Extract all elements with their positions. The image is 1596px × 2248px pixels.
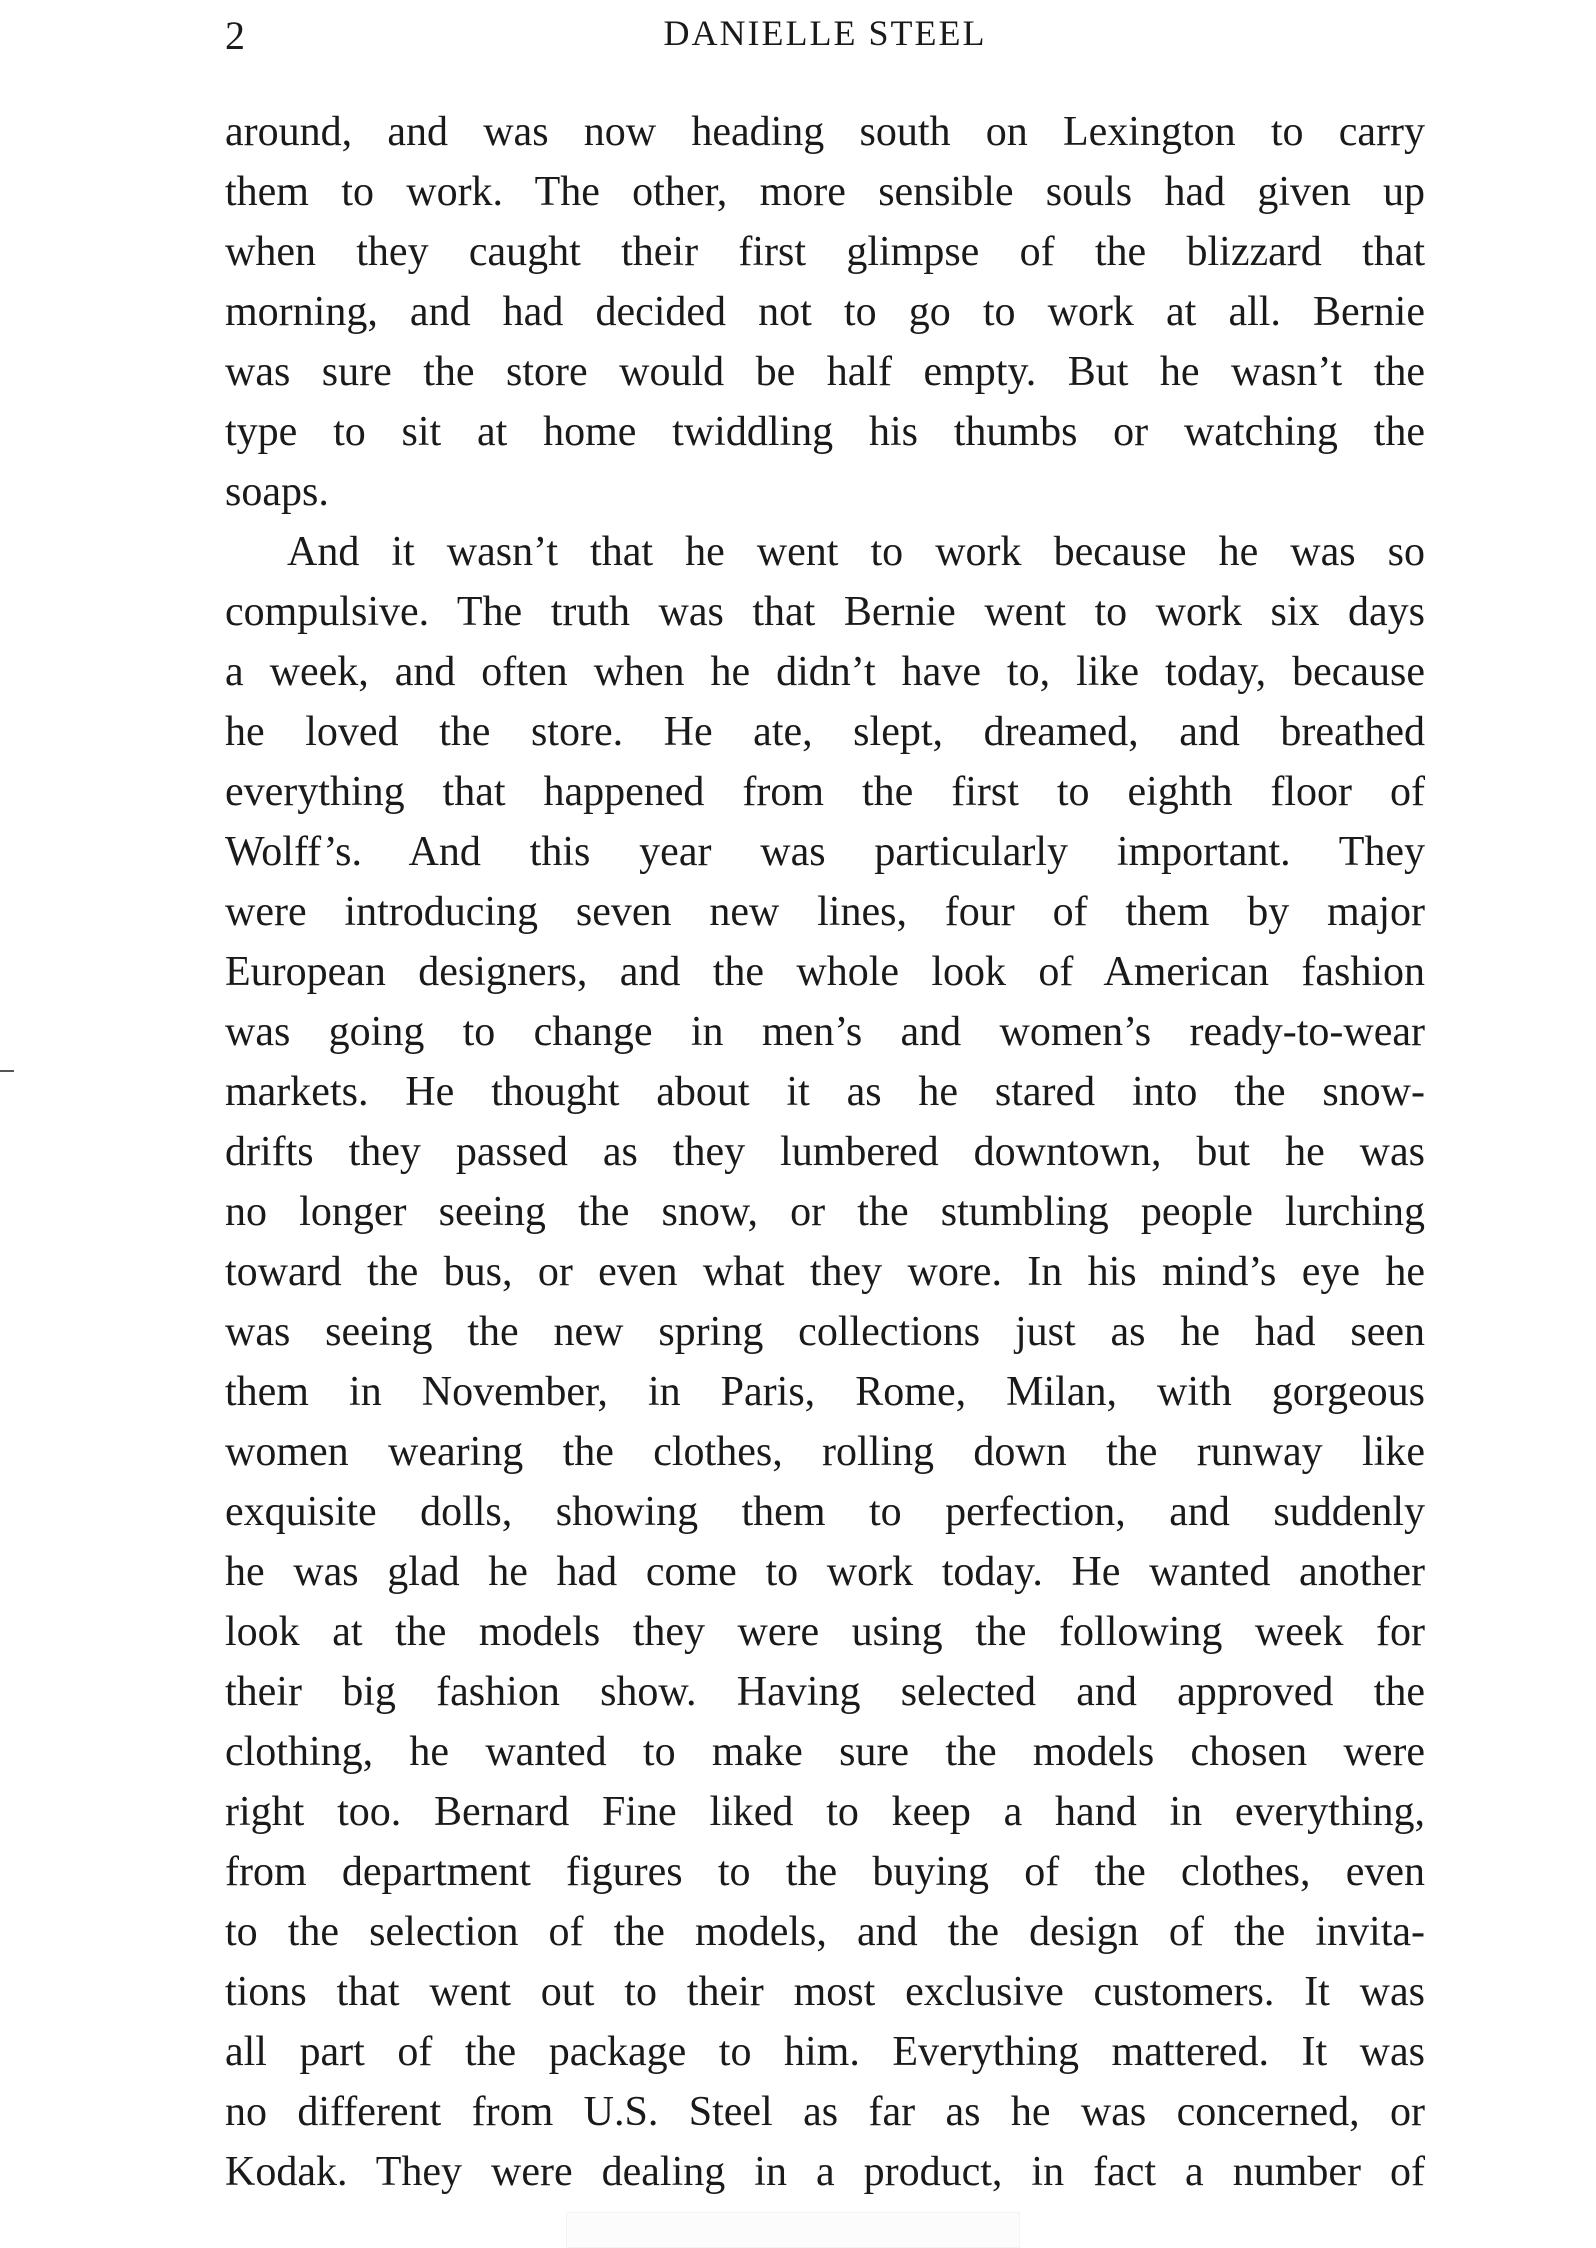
text-line: toward the bus, or even what they wore. In his mind’s eye he [225,1249,1425,1295]
text-line: them in November, in Paris, Rome, Milan, with gorgeous [225,1369,1425,1415]
text-line: right too. Bernard Fine liked to keep a hand in everything, [225,1789,1425,1835]
text-line: tions that went out to their most exclusive customers. It was [225,1969,1425,2015]
text-line: a week, and often when he didn’t have to, like today, because [225,649,1425,695]
page-footer-shadow [566,2212,1020,2248]
text-line: he loved the store. He ate, slept, dreamed, and breathed [225,709,1425,755]
text-line: to the selection of the models, and the design of the invita- [225,1909,1425,1955]
text-line: around, and was now heading south on Lexington to carry [225,109,1425,155]
text-line: clothing, he wanted to make sure the models chosen were [225,1729,1425,1775]
text-line: drifts they passed as they lumbered downtown, but he was [225,1129,1425,1175]
text-line: all part of the package to him. Everything mattered. It was [225,2029,1425,2075]
body-text [225,102,1425,2202]
text-line: women wearing the clothes, rolling down the runway like [225,1429,1425,1475]
text-line: he was glad he had come to work today. He wanted another [225,1549,1425,1595]
text-line: morning, and had decided not to go to work at all. Bernie [225,289,1425,335]
text-line: was sure the store would be half empty. But he wasn’t the [225,349,1425,395]
text-line: And it wasn’t that he went to work because he was so [287,529,1425,575]
text-line: were introducing seven new lines, four of them by major [225,889,1425,935]
text-line: exquisite dolls, showing them to perfection, and suddenly [225,1489,1425,1535]
text-line: type to sit at home twiddling his thumbs or watching the [225,409,1425,455]
text-line: compulsive. The truth was that Bernie went to work six days [225,589,1425,635]
text-line: was seeing the new spring collections just as he had seen [225,1309,1425,1355]
margin-mark [0,1070,14,1072]
text-line: European designers, and the whole look of American fashion [225,949,1425,995]
text-line: their big fashion show. Having selected and approved the [225,1669,1425,1715]
text-line: soaps. [225,469,329,515]
page-number: 2 [225,13,245,58]
text-line: markets. He thought about it as he stared into the snow- [225,1069,1425,1115]
text-line: from department figures to the buying of the clothes, even [225,1849,1425,1895]
text-line: everything that happened from the first to eighth floor of [225,769,1425,815]
text-line: when they caught their first glimpse of the blizzard that [225,229,1425,275]
running-head: DANIELLE STEEL [663,13,987,53]
text-line: Kodak. They were dealing in a product, in fact a number of [225,2149,1425,2195]
text-line: no longer seeing the snow, or the stumbling people lurching [225,1189,1425,1235]
text-line: no different from U.S. Steel as far as he was concerned, or [225,2089,1425,2135]
text-line: look at the models they were using the following week for [225,1609,1425,1655]
text-line: them to work. The other, more sensible souls had given up [225,169,1425,215]
text-line: was going to change in men’s and women’s ready-to-wear [225,1009,1425,1055]
text-line: Wolff’s. And this year was particularly important. They [225,829,1425,875]
